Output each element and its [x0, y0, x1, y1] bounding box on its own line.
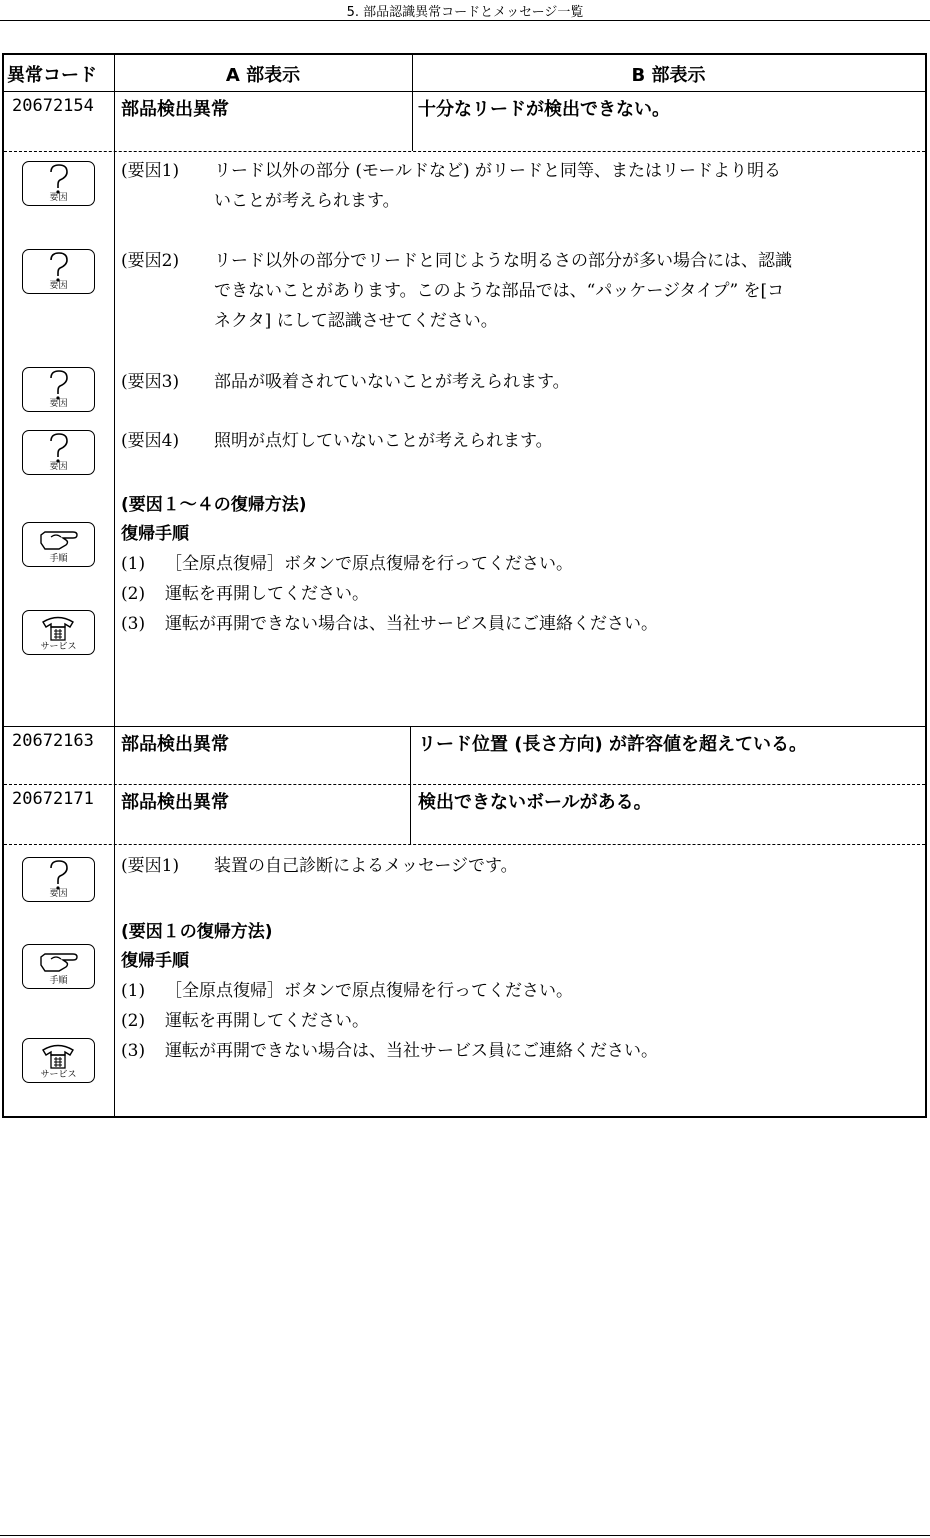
step-number: (3) — [121, 614, 146, 634]
step-text: 運転が再開できない場合は、当社サービス員にご連絡ください。 — [165, 1041, 658, 1061]
a-display: 部品検出異常 — [121, 99, 229, 120]
row-divider — [4, 151, 925, 152]
service-phone-icon: サービス — [22, 1038, 95, 1083]
procedure-step — [121, 976, 573, 1001]
error-code: 20672163 — [12, 731, 94, 751]
step-text: ［全原点復帰］ボタンで原点復帰を行ってください。 — [165, 981, 573, 1001]
cause-icon: 要因 — [22, 161, 95, 206]
page-header — [0, 0, 930, 21]
page-footer-rule — [0, 1535, 930, 1536]
header-b-display: B 部表示 — [631, 65, 706, 86]
procedure-step — [121, 1006, 369, 1031]
step-number: (3) — [121, 1041, 146, 1061]
cause-text-line: リード以外の部分 (モールドなど) がリードと同等、またはリードより明る — [214, 161, 782, 181]
step-text: 運転を再開してください。 — [165, 1011, 369, 1031]
step-text: ［全原点復帰］ボタンで原点復帰を行ってください。 — [165, 554, 573, 574]
procedure-step — [121, 579, 369, 604]
b-display: 十分なリードが検出できない。 — [418, 99, 670, 120]
cause-icon: 要因 — [22, 430, 95, 475]
step-number: (2) — [121, 1011, 146, 1031]
cause-tag: (要因1) — [121, 856, 180, 876]
header-bottom-rule — [4, 91, 925, 92]
page-title: 5. 部品認識異常コードとメッセージ一覧 — [346, 5, 584, 20]
b-display: リード位置 (長さ方向) が許容値を超えている。 — [418, 734, 807, 755]
cause-item — [121, 851, 921, 881]
cause-text-line: 装置の自己診断によるメッセージです。 — [214, 856, 518, 876]
step-number: (2) — [121, 584, 146, 604]
step-number: (1) — [121, 554, 146, 574]
cause-icon: 要因 — [22, 857, 95, 902]
step-text: 運転が再開できない場合は、当社サービス員にご連絡ください。 — [165, 614, 658, 634]
header-code: 異常コード — [7, 65, 97, 86]
service-phone-icon: サービス — [22, 610, 95, 655]
step-text: 運転を再開してください。 — [165, 584, 369, 604]
procedure-title: 復帰手順 — [121, 524, 189, 544]
error-code: 20672154 — [12, 96, 94, 116]
cause-tag: (要因3) — [121, 372, 180, 392]
cause-text-line: ネクタ] にして認識させてください。 — [214, 311, 498, 331]
cause-text-line: 部品が吸着されていないことが考えられます。 — [214, 372, 570, 392]
cause-text-line: リード以外の部分でリードと同じような明るさの部分が多い場合には、認識 — [214, 251, 792, 271]
cause-item — [121, 426, 921, 456]
cause-tag: (要因1) — [121, 161, 180, 181]
procedure-icon: 手順 — [22, 944, 95, 989]
cause-text-line: 照明が点灯していないことが考えられます。 — [214, 431, 553, 451]
procedure-step — [121, 609, 658, 634]
recovery-title: (要因１～４の復帰方法) — [121, 495, 307, 515]
cause-text-line: できないことがあります。このような部品では、“パッケージタイプ” を[コ — [214, 281, 785, 301]
cause-icon: 要因 — [22, 249, 95, 294]
row-divider — [4, 784, 925, 785]
procedure-icon: 手順 — [22, 522, 95, 567]
error-code: 20672171 — [12, 789, 94, 809]
header-a-display: A 部表示 — [225, 65, 301, 86]
a-display: 部品検出異常 — [121, 792, 229, 813]
row-divider — [4, 844, 925, 845]
procedure-step — [121, 549, 573, 574]
cause-item — [121, 156, 921, 216]
cause-tag: (要因4) — [121, 431, 180, 451]
recovery-title: (要因１の復帰方法) — [121, 922, 273, 942]
column-divider-code — [114, 55, 115, 1116]
procedure-title: 復帰手順 — [121, 951, 189, 971]
b-display: 検出できないボールがある。 — [418, 792, 652, 813]
a-display: 部品検出異常 — [121, 734, 229, 755]
cause-icon: 要因 — [22, 367, 95, 412]
cause-item — [121, 367, 921, 397]
section-divider — [4, 726, 925, 727]
cause-text-line: いことが考えられます。 — [214, 191, 400, 211]
step-number: (1) — [121, 981, 146, 1001]
column-divider-ab-2 — [410, 726, 411, 845]
cause-tag: (要因2) — [121, 251, 180, 271]
procedure-step — [121, 1036, 658, 1061]
error-code-table — [2, 53, 927, 1118]
cause-item — [121, 246, 921, 336]
